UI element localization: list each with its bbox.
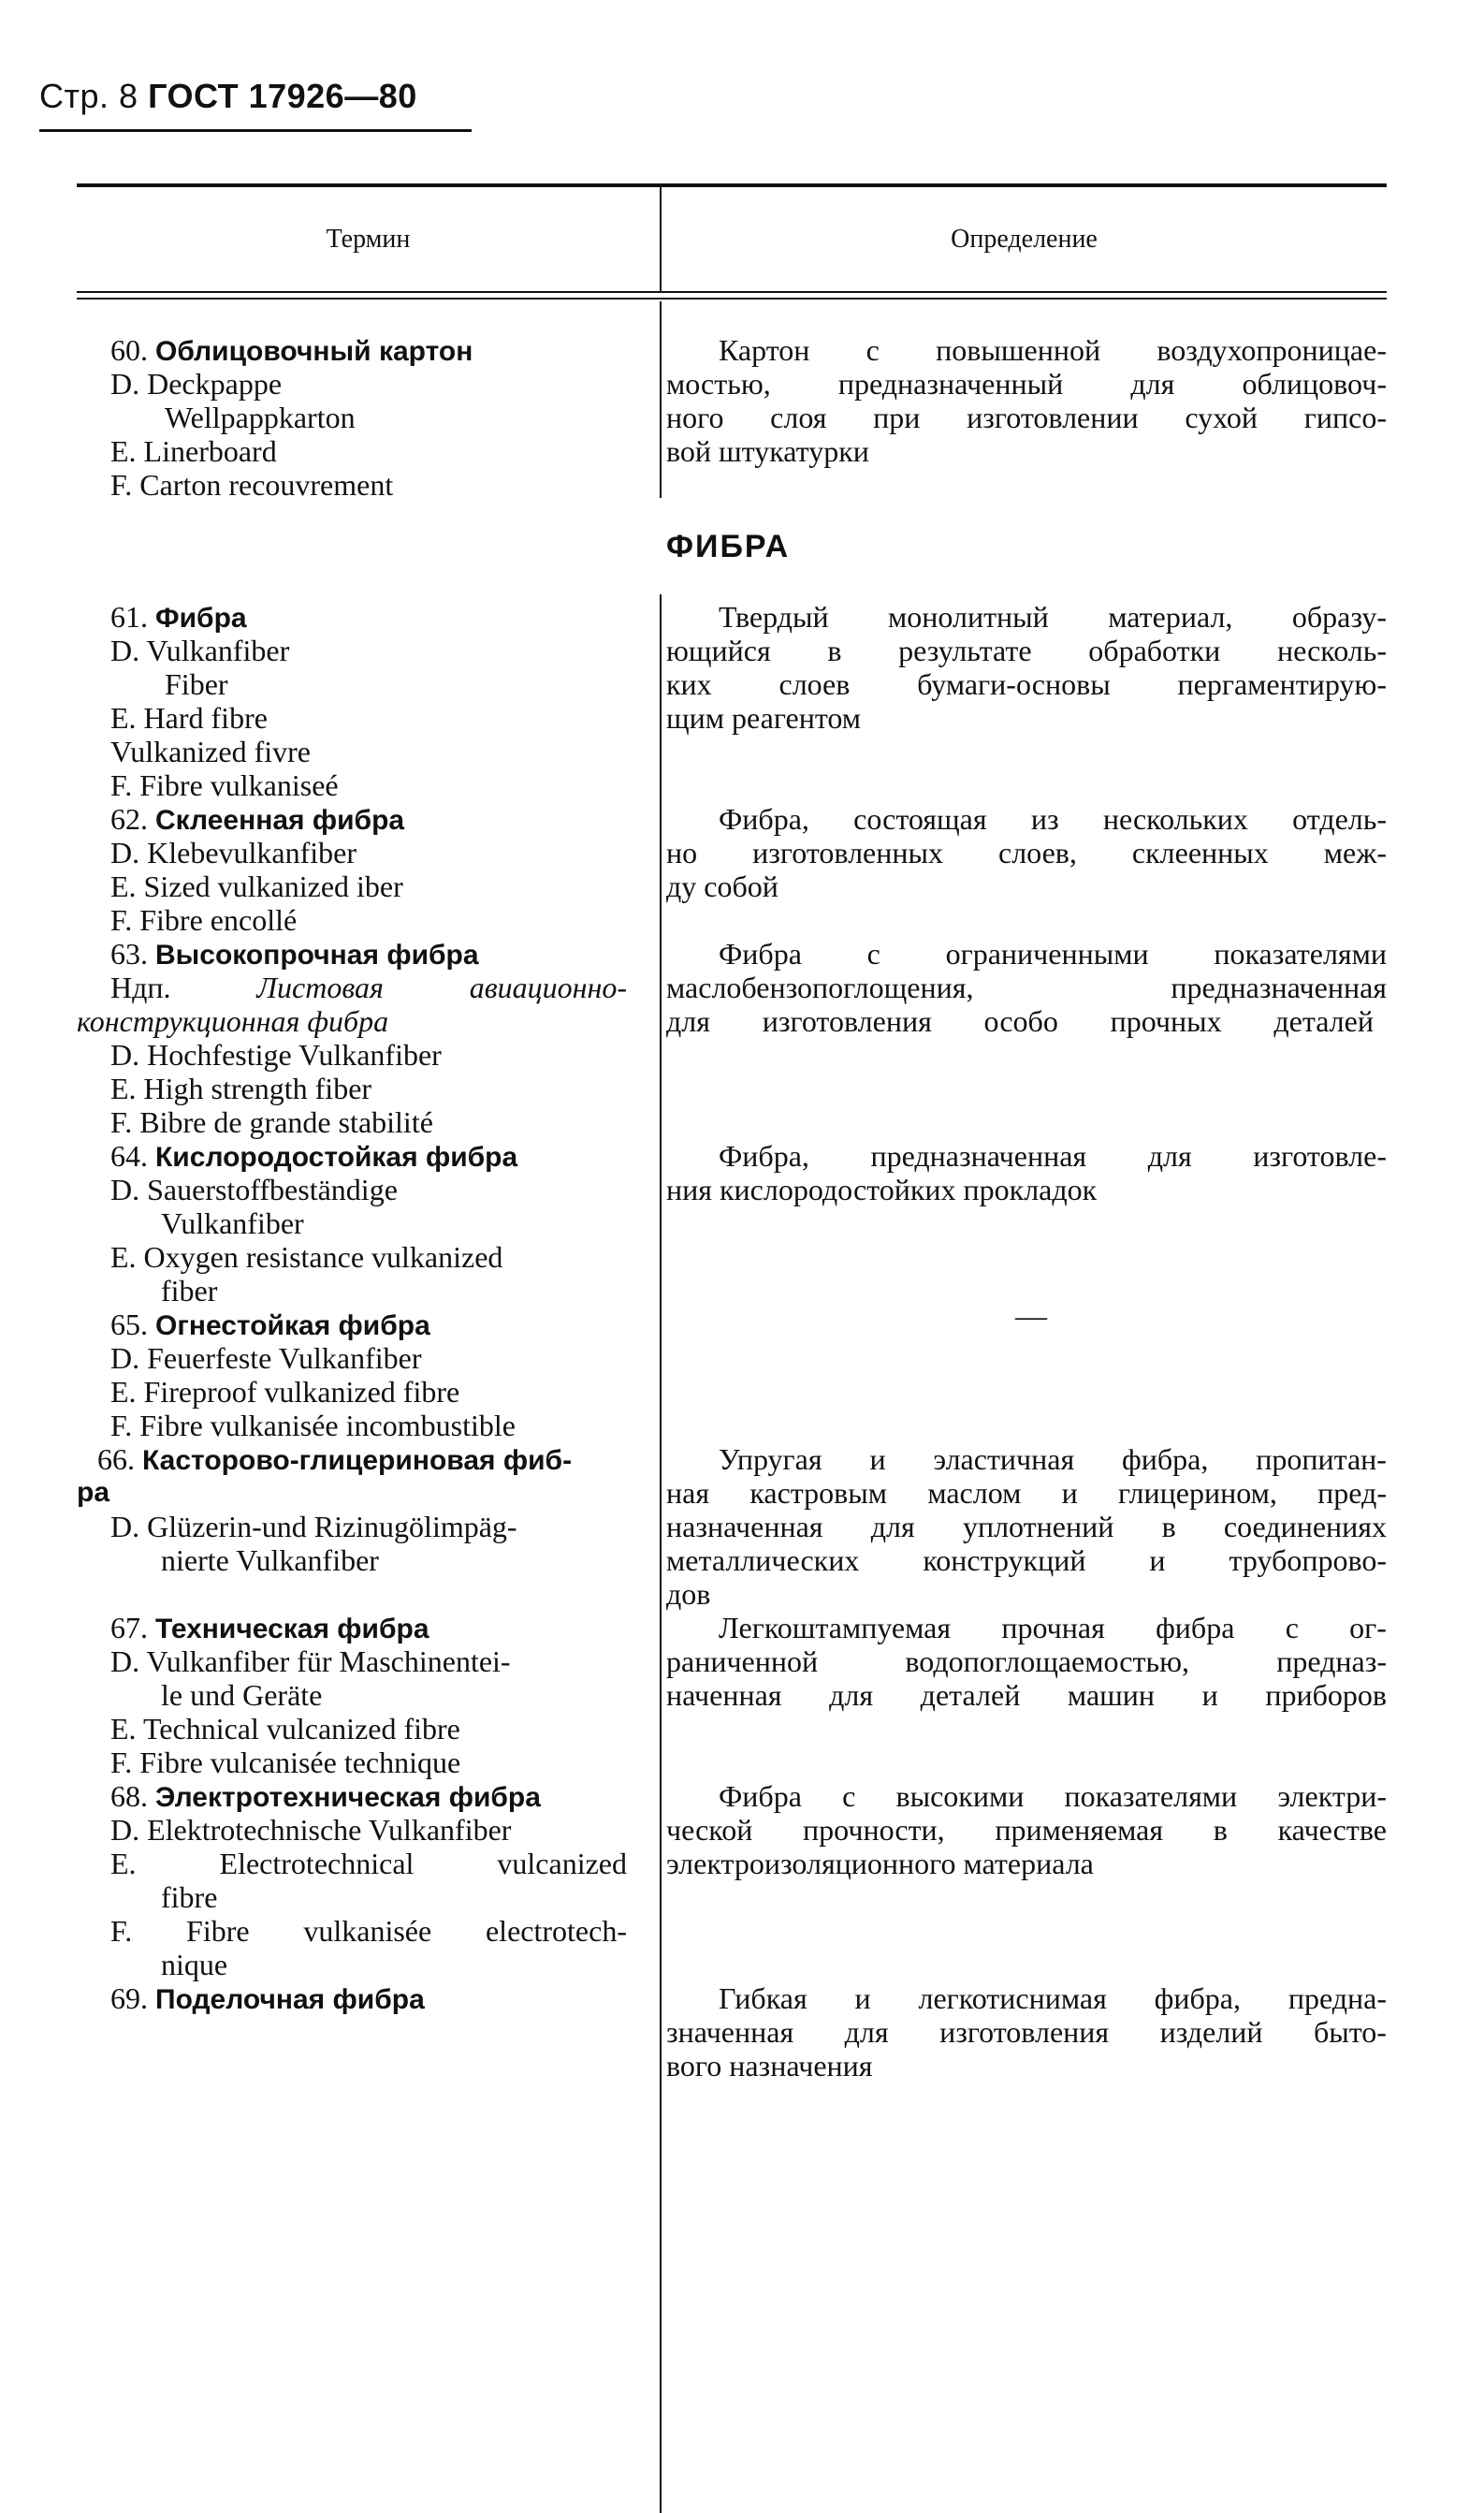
term-63-ndp (110, 971, 627, 1004)
word: изделий (1159, 2015, 1263, 2049)
term-68 (110, 1779, 541, 1815)
word: предназ- (1276, 1644, 1387, 1678)
term-67-de2: le und Geräte (161, 1678, 323, 1712)
term-name: Касторово-глицериновая фиб- (142, 1445, 573, 1476)
term-65 (110, 1308, 430, 1343)
word: при (873, 401, 921, 434)
word: особо (983, 1004, 1058, 1038)
word: ческой (666, 1813, 753, 1847)
term-name: Фибра (155, 603, 247, 634)
word: применяемая (995, 1813, 1164, 1847)
word: изготовленных (752, 836, 943, 869)
term-68-fr2: nique (161, 1948, 228, 1981)
term-name: Техническая фибра (155, 1614, 429, 1644)
term-60 (110, 333, 473, 369)
term-68-fr (110, 1914, 627, 1948)
word: в (827, 634, 842, 667)
word: изготовления (939, 2015, 1110, 2049)
word: назначенная (666, 1510, 823, 1543)
word: и (1061, 1476, 1078, 1510)
word: сухой (1185, 401, 1258, 434)
word: Фибра, (719, 802, 809, 836)
word: монолитный (888, 600, 1049, 634)
term-number: 60. (110, 333, 148, 367)
word: предна- (1288, 1981, 1387, 2015)
word: Картон (719, 333, 810, 367)
term-61-en2: Vulkanized fivre (110, 735, 311, 768)
word: качестве (1277, 1813, 1387, 1847)
definition-line (666, 634, 1387, 667)
word: предназначенный (837, 367, 1064, 401)
word: легкотиснимая (918, 1981, 1107, 2015)
header-underline (39, 129, 472, 132)
definition-line (666, 2015, 1387, 2049)
term-66-de2: nierte Vulkanfiber (161, 1543, 379, 1577)
word: кастровым (749, 1476, 888, 1510)
term-66-name-cont: ра (77, 1477, 110, 1508)
word: ог- (1349, 1611, 1387, 1644)
definition-line (666, 667, 1387, 701)
term-61-fr: F. Fibre vulkaniseé (110, 768, 339, 802)
definition-line (666, 1476, 1387, 1510)
word: раниченной (666, 1644, 819, 1678)
definition-line (666, 836, 1387, 869)
word: изготовлении (967, 401, 1139, 434)
word: наченная (666, 1678, 782, 1712)
term-66 (97, 1442, 572, 1478)
term-61-de2: Fiber (165, 667, 228, 701)
column-divider (660, 187, 662, 291)
word: маслобензопоглощения, (666, 971, 974, 1004)
word: Упругая (719, 1442, 822, 1476)
term-65-fr: F. Fibre vulkanisée incombustible (110, 1409, 516, 1442)
term-number: 64. (110, 1139, 148, 1173)
word: мостью, (666, 367, 771, 401)
word: в (1161, 1510, 1176, 1543)
word: vulcanized (497, 1847, 627, 1880)
term-61-en: E. Hard fibre (110, 701, 268, 735)
page-header (39, 77, 417, 116)
term-67-en: E. Technical vulcanized fibre (110, 1712, 460, 1746)
term-68-de: D. Elektrotechnische Vulkanfiber (110, 1813, 512, 1847)
definition-line (719, 1779, 1387, 1813)
word: для (666, 1004, 710, 1038)
definition-line (666, 971, 1387, 1004)
term-64-en: E. Oxygen resistance vulkanized (110, 1240, 503, 1274)
word: с (866, 333, 880, 367)
word: нескольких (1102, 802, 1248, 836)
word: Легкоштампуемая (719, 1611, 952, 1644)
definition-line (719, 1442, 1387, 1476)
word: образу- (1291, 600, 1387, 634)
word: Electrotechnical (219, 1847, 415, 1880)
word: воздухопроницае- (1157, 333, 1387, 367)
term-62 (110, 802, 404, 838)
word: пропитан- (1256, 1442, 1387, 1476)
word: отдель- (1292, 802, 1387, 836)
word: конструкций (923, 1543, 1086, 1577)
definition-65-dash: — (1015, 1299, 1047, 1334)
word: с (1285, 1611, 1299, 1644)
word: глицерином, (1118, 1476, 1277, 1510)
word: F. (110, 1914, 133, 1948)
word: значенная (666, 2015, 794, 2049)
term-67 (110, 1611, 429, 1646)
word: Гибкая (719, 1981, 807, 2015)
term-number: 61. (110, 600, 148, 634)
word: изготовле- (1253, 1139, 1387, 1173)
word: и (1149, 1543, 1166, 1577)
word: фибра, (1154, 1981, 1241, 2015)
term-65-de: D. Feuerfeste Vulkanfiber (110, 1341, 422, 1375)
term-69 (110, 1981, 425, 2017)
term-60-fr: F. Carton recouvrement (110, 468, 394, 502)
word: пергаментирую- (1177, 667, 1387, 701)
definition-line: ду собой (666, 869, 778, 903)
definition-line: вого назначения (666, 2049, 873, 2082)
term-number: 63. (110, 937, 148, 971)
word: прочности, (803, 1813, 945, 1847)
term-number: 62. (110, 802, 148, 836)
word: для (870, 1510, 915, 1543)
definition-line (666, 1678, 1387, 1712)
definition-line: ния кислородостойких прокладок (666, 1173, 1098, 1206)
word: для (844, 2015, 889, 2049)
word: слоя (770, 401, 827, 434)
word: предназначенная (870, 1139, 1087, 1173)
word: меж- (1323, 836, 1387, 869)
word: бумаги-основы (917, 667, 1111, 701)
definition-line (719, 1981, 1387, 2015)
word: и (1201, 1678, 1218, 1712)
word: ограниченными (945, 937, 1149, 971)
table-header-rule (77, 291, 1387, 293)
word: показателями (1064, 1779, 1238, 1813)
definition-line (719, 937, 1387, 971)
word: фибра, (1122, 1442, 1209, 1476)
word: ких (666, 667, 712, 701)
word: повышенной (936, 333, 1101, 367)
term-60-de: D. Deckpappe (110, 367, 283, 401)
term-65-en: E. Fireproof vulkanized fibre (110, 1375, 460, 1409)
word: деталей (920, 1678, 1021, 1712)
term-62-de: D. Klebevulkanfiber (110, 836, 357, 869)
ndp-label: Ндп. (110, 971, 171, 1004)
word: vulkanisée (303, 1914, 432, 1948)
term-number: 66. (97, 1442, 135, 1476)
word: соединениях (1223, 1510, 1387, 1543)
word: с (866, 937, 880, 971)
word: ного (666, 401, 724, 434)
term-number: 65. (110, 1308, 148, 1341)
column-header-term: Термин (326, 225, 411, 254)
term-66-de: D. Glüzerin-und Rizinugölimpäg- (110, 1510, 517, 1543)
word: машин (1067, 1678, 1156, 1712)
term-61-de: D. Vulkanfiber (110, 634, 290, 667)
term-67-de: D. Vulkanfiber für Maschinentei- (110, 1644, 511, 1678)
definition-line (719, 1139, 1387, 1173)
definition-line (666, 1004, 1374, 1038)
word: но (666, 836, 698, 869)
word: из (1030, 802, 1059, 836)
ndp-word: авиационно- (469, 971, 627, 1004)
term-68-en2: fibre (161, 1880, 218, 1914)
word: ная (666, 1476, 710, 1510)
word: слоев, (998, 836, 1077, 869)
word: высокими (895, 1779, 1025, 1813)
definition-line: вой штукатурки (666, 434, 869, 468)
term-number: 68. (110, 1779, 148, 1813)
term-64 (110, 1139, 517, 1175)
word: и (869, 1442, 886, 1476)
word: electrotech- (485, 1914, 627, 1948)
definition-line (719, 802, 1387, 836)
term-name: Кислородостойкая фибра (155, 1142, 518, 1173)
definition-line (666, 1644, 1387, 1678)
column-divider (660, 301, 662, 498)
word: быто- (1313, 2015, 1387, 2049)
word: прочных (1110, 1004, 1222, 1038)
word: слоев (778, 667, 851, 701)
term-67-fr: F. Fibre vulcanisée technique (110, 1746, 461, 1779)
definition-line (719, 1611, 1387, 1644)
term-name: Облицовочный картон (155, 336, 473, 367)
column-header-definition: Определение (951, 225, 1098, 254)
word: эластичная (933, 1442, 1075, 1476)
word: предназначенная (1171, 971, 1387, 1004)
term-name: Огнестойкая фибра (155, 1310, 430, 1341)
word: гипсо- (1303, 401, 1387, 434)
word: маслом (927, 1476, 1022, 1510)
table-header-rule-double (77, 298, 1387, 300)
page-number: Стр. 8 (39, 77, 138, 115)
definition-line: щим реагентом (666, 701, 862, 735)
word: водопоглощаемостью, (905, 1644, 1189, 1678)
term-61 (110, 600, 247, 636)
definition-line: электроизоляционного материала (666, 1847, 1094, 1880)
word: состоящая (853, 802, 987, 836)
definition-line (719, 600, 1387, 634)
term-64-en2: fiber (161, 1274, 218, 1308)
term-62-en: E. Sized vulkanized iber (110, 869, 403, 903)
word: приборов (1265, 1678, 1387, 1712)
term-62-fr: F. Fibre encollé (110, 903, 298, 937)
term-68-en (110, 1847, 627, 1880)
word: результате (898, 634, 1032, 667)
word: фибра (1156, 1611, 1235, 1644)
definition-line (719, 333, 1387, 367)
word: для (829, 1678, 874, 1712)
term-name: Поделочная фибра (155, 1984, 425, 2015)
word: обработки (1088, 634, 1221, 667)
word: уплотнений (962, 1510, 1114, 1543)
term-63-fr: F. Bibre de grande stabilité (110, 1105, 433, 1139)
word: облицовоч- (1242, 367, 1387, 401)
table-top-rule (77, 183, 1387, 187)
term-63-ndp-cont: конструкционная фибра (77, 1004, 389, 1038)
term-63-en: E. High strength fiber (110, 1072, 372, 1105)
standard-number: ГОСТ 17926—80 (148, 77, 417, 115)
definition-line (666, 367, 1387, 401)
definition-line: дов (666, 1577, 711, 1611)
term-63 (110, 937, 479, 972)
word: для (1130, 367, 1175, 401)
word: пред- (1317, 1476, 1387, 1510)
term-63-de: D. Hochfestige Vulkanfiber (110, 1038, 442, 1072)
word: электри- (1277, 1779, 1387, 1813)
term-number: 69. (110, 1981, 148, 2015)
word: деталей (1273, 1004, 1374, 1038)
word: Фибра (719, 1779, 802, 1813)
definition-line (666, 1510, 1387, 1543)
word: и (854, 1981, 871, 2015)
term-name: Электротехническая фибра (155, 1782, 541, 1813)
word: Фибра (719, 937, 802, 971)
term-name: Высокопрочная фибра (155, 940, 479, 971)
word: материал, (1108, 600, 1233, 634)
word: металлических (666, 1543, 860, 1577)
term-name: Склеенная фибра (155, 805, 405, 836)
word: прочная (1001, 1611, 1105, 1644)
term-60-en: E. Linerboard (110, 434, 277, 468)
word: показателями (1214, 937, 1387, 971)
word: трубопрово- (1229, 1543, 1387, 1577)
definition-line (666, 401, 1387, 434)
word: для (1147, 1139, 1192, 1173)
column-divider (660, 594, 662, 2513)
definition-line (666, 1813, 1387, 1847)
word: изготовления (762, 1004, 932, 1038)
ndp-word: Листовая (256, 971, 384, 1004)
word: Твердый (719, 600, 829, 634)
word: склеенных (1131, 836, 1269, 869)
word: в (1213, 1813, 1228, 1847)
term-64-de2: Vulkanfiber (161, 1206, 304, 1240)
term-60-de2: Wellpappkarton (165, 401, 356, 434)
word: несколь- (1276, 634, 1387, 667)
term-64-de: D. Sauerstoffbeständige (110, 1173, 398, 1206)
word: E. (110, 1847, 137, 1880)
term-number: 67. (110, 1611, 148, 1644)
word: Fibre (186, 1914, 250, 1948)
word: с (842, 1779, 856, 1813)
section-title: ФИБРА (666, 529, 791, 564)
definition-line (666, 1543, 1387, 1577)
word: Фибра, (719, 1139, 809, 1173)
word: ющийся (666, 634, 771, 667)
